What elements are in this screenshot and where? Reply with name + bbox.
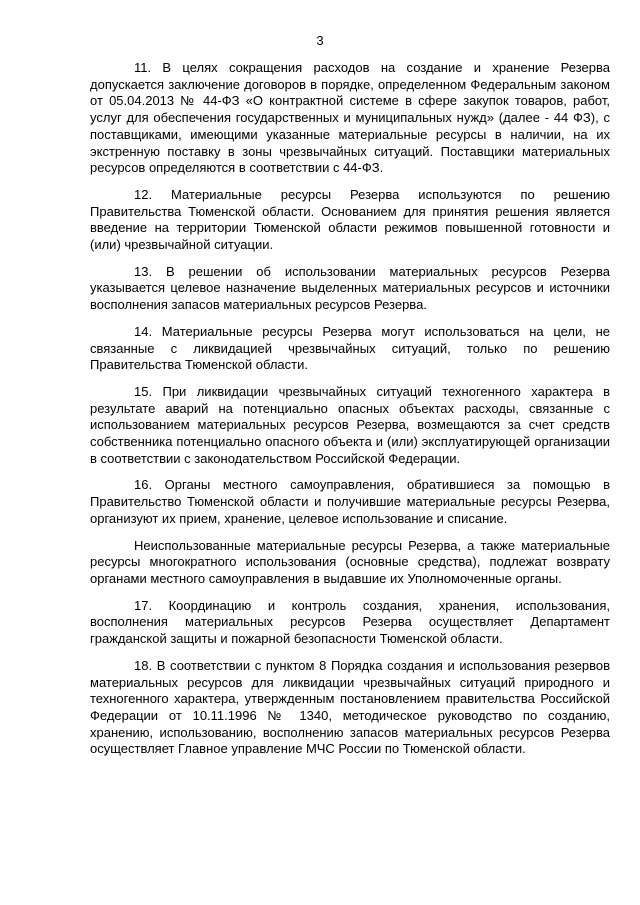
paragraph-11: 11. В целях сокращения расходов на создание и хранение Резерва допускается заключение договоров в порядке, определенном Федеральным законом от 05.04.2013 № 44-ФЗ «О контрактной системе в сфере закупок товаров, работ, услуг для обеспечения государственных и муниципальных нужд» (далее - 44 ФЗ), с поставщиками, имеющими указанные материальные ресурсы в наличии, на их экстренную поставку в зоны чрезвычайных ситуаций. Поставщики материальных ресурсов определяются в соответствии с 44-ФЗ. — [90, 60, 610, 176]
paragraph-12: 12. Материальные ресурсы Резерва используются по решению Правительства Тюменской области. Основанием для принятия решения является введение на территории Тюменской области режимов повышенной готовности и (или) чрезвычайной ситуации. — [90, 186, 610, 253]
paragraph-16: 16. Органы местного самоуправления, обратившиеся за помощью в Правительство Тюменской области и получившие материальные ресурсы Резерва, организуют их прием, хранение, целевое использование и списание. — [90, 477, 610, 526]
paragraph-13: 13. В решении об использовании материальных ресурсов Резерва указывается целевое назначение выделенных материальных ресурсов и источники восполнения запасов материальных ресурсов Резерва. — [90, 263, 610, 313]
document-body — [90, 60, 610, 768]
paragraph-14: 14. Материальные ресурсы Резерва могут использоваться на цели, не связанные с ликвидацией чрезвычайных ситуаций, только по решению Правительства Тюменской области. — [90, 323, 610, 373]
page-number: 3 — [316, 33, 324, 48]
paragraph-15: 15. При ликвидации чрезвычайных ситуаций техногенного характера в результате аварий на потенциально опасных объектах расходы, связанные с использованием материальных ресурсов Резерва, возмещаются за счет средств собственника потенциально опасного объекта и (или) эксплуатирующей организации в соответствии с законодательством Российской Федерации. — [90, 383, 610, 466]
paragraph-18: 18. В соответствии с пунктом 8 Порядка создания и использования резервов материальных ресурсов для ликвидации чрезвычайных ситуаций природного и техногенного характера, утвержденным постановлением правительства Российской Федерации от 10.11.1996 № 1340, методическое руководство по созданию, хранению, использованию, восполнению запасов материальных ресурсов Резерва осуществляет Главное управление МЧС России по Тюменской области. — [90, 657, 610, 757]
paragraph-17: 17. Координацию и контроль создания, хранения, использования, восполнения материальных ресурсов Резерва осуществляет Департамент гражданской защиты и пожарной безопасности Тюменской области. — [90, 597, 610, 647]
paragraph-16-continuation: Неиспользованные материальные ресурсы Резерва, а также материальные ресурсы многократного использования (основные средства), подлежат возврату органами местного самоуправления в выдавшие их Уполномоченные органы. — [90, 537, 610, 586]
